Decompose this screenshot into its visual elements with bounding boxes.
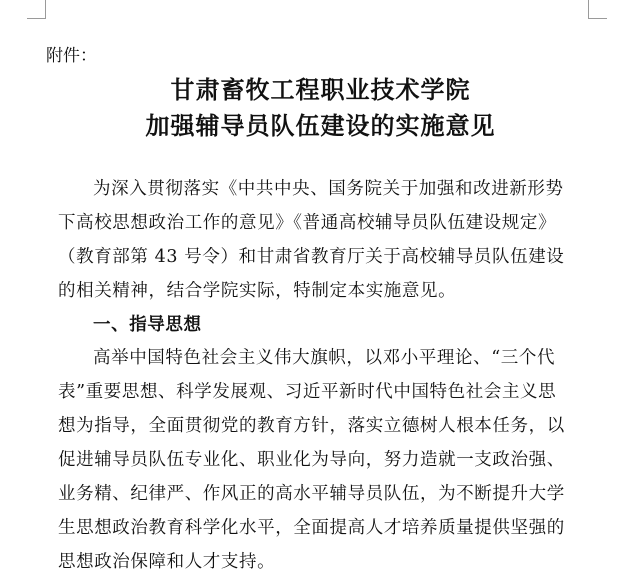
section1-paragraph xyxy=(58,341,603,573)
paragraph-line: 思想政治保障和人才支持。 xyxy=(58,552,276,572)
document-title-line-2: 加强辅导员队伍建设的实施意见 xyxy=(145,112,496,140)
section-heading-guiding-ideology: 一、指导思想 xyxy=(93,315,202,335)
paragraph-line: 的相关精神，结合学院实际，特制定本实施意见。 xyxy=(58,281,457,301)
paragraph-line: 高举中国特色社会主义伟大旗帜，以邓小平理论、“三个代 xyxy=(93,348,556,368)
margin-corner-mark-left xyxy=(27,0,46,19)
attachment-label: 附件： xyxy=(46,46,97,66)
paragraph-line: 促进辅导员队伍专业化、职业化为导向，努力造就一支政治强、 xyxy=(58,450,565,470)
paragraph-line: 生思想政治教育科学化水平，全面提高人才培养质量提供坚强的 xyxy=(58,518,565,538)
paragraph-line: 想为指导，全面贯彻党的教育方针，落实立德树人根本任务，以 xyxy=(58,416,565,436)
intro-paragraph xyxy=(58,172,603,308)
paragraph-line: 业务精、纪律严、作风正的高水平辅导员队伍，为不断提升大学 xyxy=(58,484,565,504)
paragraph-line: 表”重要思想、科学发展观、习近平新时代中国特色社会主义思 xyxy=(58,382,557,402)
margin-corner-mark-right xyxy=(588,0,607,19)
paragraph-line: （教育部第 43 号令）和甘肃省教育厅关于高校辅导员队伍建设 xyxy=(58,247,565,267)
paragraph-line: 下高校思想政治工作的意见》《普通高校辅导员队伍建设规定》 xyxy=(58,213,557,233)
document-title-line-1: 甘肃畜牧工程职业技术学院 xyxy=(170,76,471,104)
paragraph-line: 为深入贯彻落实《中共中央、国务院关于加强和改进新形势 xyxy=(93,179,564,199)
